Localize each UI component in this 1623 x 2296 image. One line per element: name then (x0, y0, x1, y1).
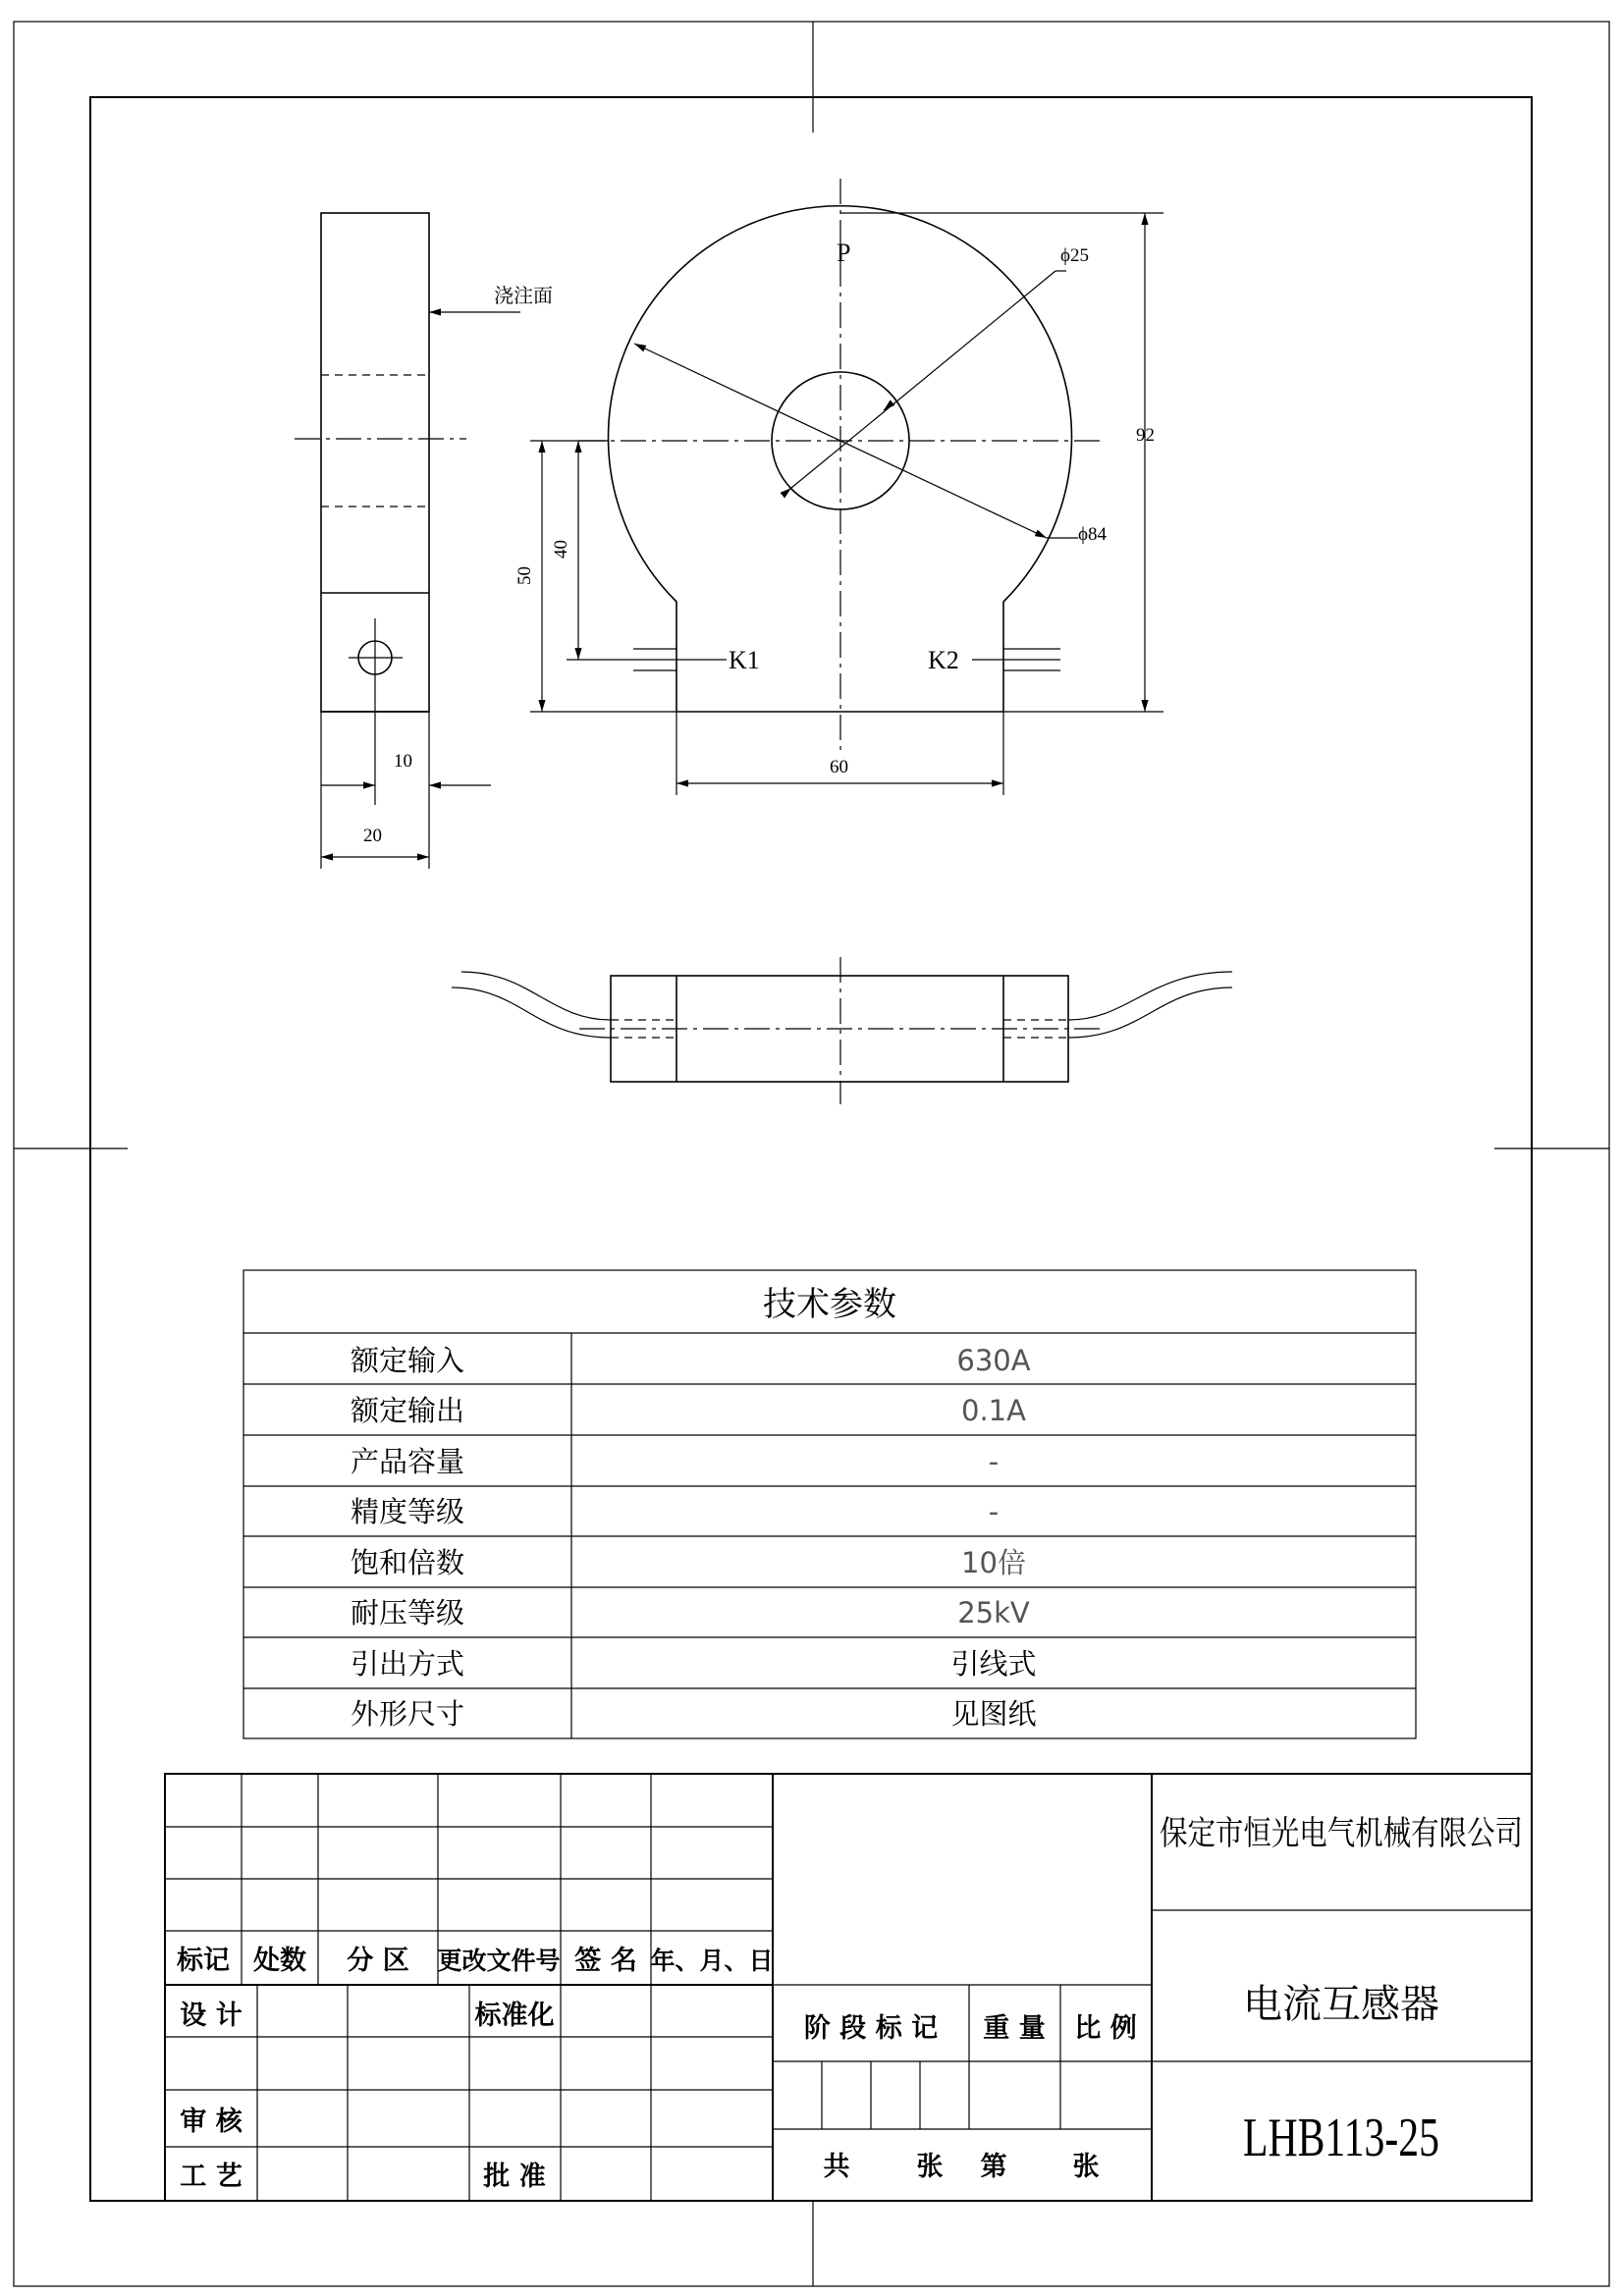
pour-face-label: 浇注面 (494, 286, 553, 307)
spec-label-dimensions: 外形尺寸 (350, 1697, 465, 1731)
spec-label-voltage: 耐压等级 (350, 1596, 465, 1629)
spec-table-title: 技术参数 (763, 1285, 896, 1324)
spec-value-saturation: 10倍 (961, 1546, 1026, 1579)
dim-20: 20 (363, 826, 382, 846)
company-name: 保定市恒光电气机械有限公司 (1160, 1814, 1523, 1853)
spec-table (243, 1270, 1416, 1738)
front-view (514, 179, 1163, 795)
spec-label-rated-input: 额定输入 (350, 1344, 465, 1377)
spec-label-lead-type: 引出方式 (350, 1647, 465, 1681)
spec-value-dimensions: 见图纸 (950, 1697, 1037, 1731)
spec-value-rated-input: 630A (956, 1344, 1031, 1377)
page-label: 第 (980, 2152, 1007, 2182)
design-label: 设 计 (180, 2001, 243, 2031)
rev-header-signature: 签 名 (574, 1946, 637, 1976)
lead-k1-label: K1 (729, 646, 760, 674)
weight-label: 重 量 (983, 2013, 1046, 2044)
lead-k2-label: K2 (928, 646, 959, 674)
side-view (295, 213, 553, 869)
drawing-number: LHB113-25 (1243, 2108, 1439, 2168)
spec-label-accuracy: 精度等级 (350, 1495, 465, 1528)
stage-mark-label: 阶 段 标 记 (803, 2013, 939, 2044)
spec-value-lead-type: 引线式 (950, 1647, 1037, 1681)
rev-header-count: 处数 (253, 1946, 306, 1976)
process-label: 工 艺 (180, 2162, 243, 2192)
sheets-label: 张 (916, 2152, 944, 2182)
p-label: P (837, 239, 851, 267)
total-label: 共 (823, 2152, 850, 2182)
dim-10: 10 (394, 751, 412, 772)
spec-label-rated-output: 额定输出 (350, 1394, 465, 1427)
rev-header-change-doc: 更改文件号 (437, 1947, 561, 1975)
dim-50: 50 (514, 566, 535, 585)
spec-label-capacity: 产品容量 (350, 1445, 465, 1478)
title-block (165, 1774, 1532, 2201)
approve-label: 批 准 (483, 2162, 546, 2192)
rev-header-mark: 标记 (177, 1946, 230, 1976)
dim-40: 40 (551, 540, 571, 559)
top-view (452, 957, 1232, 1104)
standardize-label: 标准化 (474, 2001, 555, 2031)
rev-header-date: 年、月、日 (650, 1947, 774, 1975)
dim-60: 60 (830, 757, 848, 777)
spec-value-capacity: - (988, 1445, 1000, 1478)
dim-phi25: ϕ25 (1060, 245, 1090, 266)
spec-value-accuracy: - (988, 1495, 1000, 1528)
rev-header-zone: 分 区 (347, 1946, 409, 1976)
spec-value-rated-output: 0.1A (961, 1394, 1026, 1427)
sheet-end-label: 张 (1072, 2152, 1100, 2182)
spec-value-voltage: 25kV (957, 1596, 1030, 1629)
dim-phi84: ϕ84 (1078, 524, 1108, 545)
review-label: 审 核 (180, 2107, 243, 2137)
scale-label: 比 例 (1074, 2013, 1137, 2044)
dim-92: 92 (1136, 425, 1155, 446)
spec-label-saturation: 饱和倍数 (350, 1546, 465, 1579)
product-name: 电流互感器 (1243, 1982, 1439, 2027)
